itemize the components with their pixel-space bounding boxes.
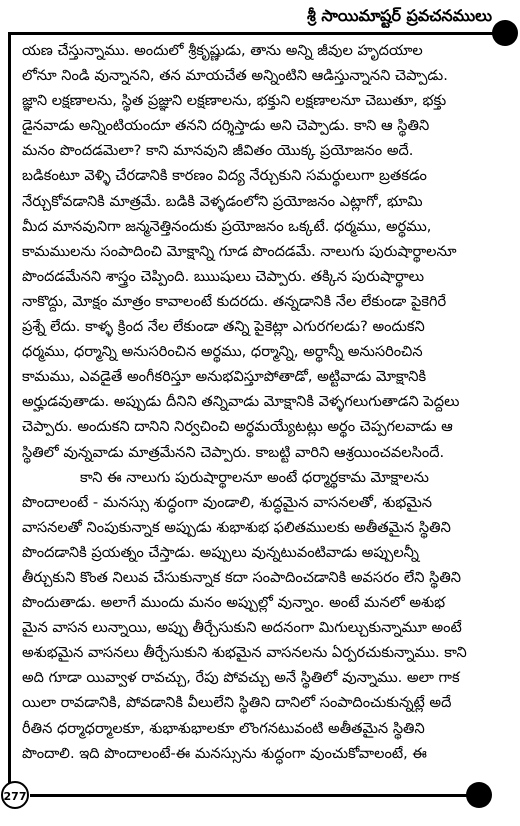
text-line: కామము, ఎవడైతే అంగీకరిస్తూ అనుభవిస్తూపోతాడో, అట్టివాడు మోక్షానికి: [22, 368, 427, 386]
text-line: యిలా రావడానికి, పోవడానికి వీలులేని స్థితిని దానిలో సంపాదించుకున్నట్లే అదే: [22, 694, 452, 712]
text-line: పొందాలంటే - మనస్సు శుద్ధంగా వుండాలి, శుద్ధమైన వాసనలతో, శుభమైన: [22, 493, 433, 511]
header-rule: [8, 32, 500, 35]
text-line: రీతిన ధర్మాధర్మాలకూ, శుభాశుభాలకూ లొంగనటువంటి అతీతమైన స్థితిని: [22, 719, 425, 737]
text-line: నాకొద్దు, మోక్షం మాత్రం కావాలంటే కుదరదు. తన్నడానికి నేల లేకుండా పైకెగిరే: [22, 292, 447, 310]
text-line: నేర్చుకోవడానికి మాత్రమే. బడికి వెళ్ళడంలోని ప్రయోజనం ఎట్లాగో, భూమి: [22, 192, 423, 210]
text-line: చెప్పారు. అందుకని దానిని నిర్వచించి అర్థమయ్యేటట్లు అర్థం చెప్పగలవాడు ఆ: [22, 418, 453, 436]
page-body: [22, 38, 500, 766]
page-number: 277: [1, 781, 29, 809]
corner-dot-bottom-right: [466, 782, 492, 808]
footer-rule: [30, 794, 490, 797]
left-margin-rule: [8, 32, 11, 794]
text-line: ప్రశ్నే లేదు. కాళ్ళ క్రింద నేల లేకుండా తన్ని పైకెట్లా ఎగురగలడు? అందుకని: [22, 318, 425, 336]
text-line: స్థితిలో వున్నవాడు మాత్రమేనని చెప్పారు. కాబట్టి వారిని ఆశ్రయించవలసిందే.: [22, 443, 445, 461]
text-line: యణ చేస్తున్నాము. అందులో శ్రీకృష్ణుడు, తాను అన్ని జీవుల హృదయాల: [22, 42, 423, 59]
text-line: మీద మానవునిగా జన్మనెత్తినందుకు ప్రయోజనం ఒక్కటే. ధర్మము, అర్థము,: [22, 217, 432, 235]
text-line: అది గూడా యివ్వాళ రావచ్చు, రేపు పోవచ్చు అనే స్థితిలో వున్నాము. అలా గాక: [22, 669, 460, 687]
text-line: పొందడానికి ప్రయత్నం చేస్తాడు. అప్పులు వున్నటువంటివాడు అప్పులన్నీ: [22, 543, 419, 561]
text-line: తీర్చుకుని కొంత నిలువ చేసుకున్నాక కదా సంపాదించడానికి అవసరం లేని స్థితిని: [22, 568, 461, 586]
text-line: కామములను సంపాదించి మోక్షాన్ని గూడ పొందడమే. నాలుగు పురుషార్థాలనూ: [22, 242, 457, 260]
text-line: వాసనలతో నింపుకున్నాక అప్పుడు శుభాశుభ ఫలితములకు అతీతమైన స్థితిని: [22, 518, 451, 536]
text-line: పొందడమేనని శాస్త్రం చెప్పింది. ఋుషులు చెప్పారు. తక్కిన పురుషార్థాలు: [22, 267, 425, 285]
text-line: అర్హుడవుతాడు. అప్పుడు దీనిని తన్నివాడు మోక్షానికి వెళ్ళగలుగుతాడని పెద్దలు: [22, 393, 460, 411]
text-line: అశుభమైన వాసనలు తీర్చేసుకుని శుభమైన వాసనలను ఏర్పరచుకున్నాము. కాని: [22, 644, 467, 662]
text-line: పొందాలి. ఇది పొందాలంటే-ఈ మనస్సును శుద్ధంగా వుంచుకోవాలంటే, ఈ: [22, 744, 427, 762]
text-line: డైనవాడు అన్నింటియందూ తనని దర్శిస్తాడు అని చెప్పాడు. కాని ఆ స్థితిని: [22, 117, 430, 135]
text-line: మైన వాసన లున్నాయి, అప్పు తీర్చేసుకుని అదనంగా మిగుల్చుకున్నామూ అంటే: [22, 619, 462, 637]
text-line: బడికంటూ వెళ్ళి చేరడానికి కారణం విద్య నేర్చుకుని సమర్థులుగా బ్రతకడం: [22, 167, 427, 185]
text-line: జ్ఞాని లక్షణాలను, స్థిత ప్రజ్ఞుని లక్షణాలను, భక్తుని లక్షణాలనూ చెబుతూ, భక్తు: [22, 92, 447, 110]
text-line: ధర్మము, ధర్మాన్ని అనుసరించిన అర్థము, ధర్మాన్ని, అర్థాన్నీ అనుసరించిన: [22, 343, 423, 361]
text-line: మనం పొందడమెలా? కాని మానవుని జీవితం యొక్క ప్రయోజనం అదే.: [22, 142, 414, 160]
text-line: పొందుతాడు. అలాగే ముందు మనం అప్పుల్లో వున్నాం. అంటే మనలో అశుభ: [22, 594, 446, 612]
running-header-title: శ్రీ సాయిమాష్టర్ ప్రవచనములు: [307, 6, 492, 25]
text-line: లోనూ నిండి వున్నానని, తన మాయచేత అన్నింటిని ఆడిస్తున్నానని చెప్పాడు.: [22, 67, 448, 85]
paragraph-start-line: కాని ఈ నాలుగు పురుషార్థాలనూ అంటే ధర్మార్థకామ మోక్షాలను: [80, 468, 429, 486]
